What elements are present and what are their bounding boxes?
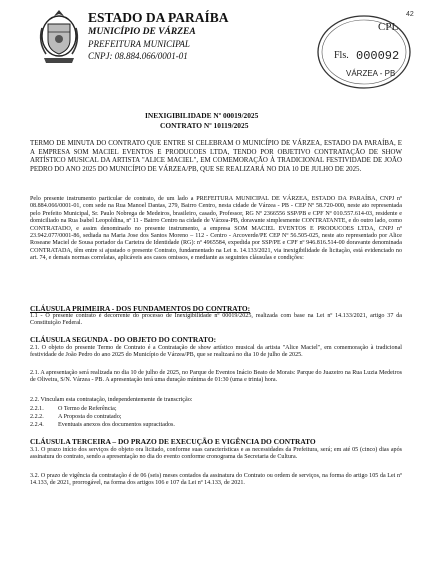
clause-1-title: CLÁUSULA PRIMEIRA - DOS FUNDAMENTOS DO CONTRATO: <box>30 304 251 313</box>
clause-2-2: 2.2. Vinculam esta contratação, independentemente de transcrição: <box>30 397 193 403</box>
letterhead-office: PREFEITURA MUNICIPAL <box>88 39 190 49</box>
clause-2-1-venue: 2.1. A apresentação será realizada no dia 10 de julho de 2025, no Parque de Eventos Inácio Beato de Morais: Parque do Juazeiro na Rua Luzia Medeiros de Oliveira, S/N. Várzea - PB. A apresentação terá uma duração mínima de 01:30 (uma e trinta) hora. <box>30 370 402 384</box>
list-item-text: A Proposta do contratado; <box>58 414 122 420</box>
clause-2-title: CLÁUSULA SEGUNDA - DO OBJETO DO CONTRATO: <box>30 335 217 344</box>
list-item-text: Eventuais anexos dos documentos supracitados. <box>58 422 175 428</box>
letterhead-cnpj: CNPJ: 08.884.066/0001-01 <box>88 51 188 61</box>
coat-of-arms-icon <box>36 8 82 66</box>
protocol-stamp <box>316 6 420 92</box>
stamp-fls: Fls. <box>334 50 349 61</box>
list-item-number: 2.2.2. <box>30 414 44 420</box>
stamp-city: VÁRZEA - PB <box>346 69 396 78</box>
contract-summary: TERMO DE MINUTA DO CONTRATO QUE ENTRE SI CELEBRAM O MUNICÍPIO DE VÁRZEA, ESTADO DA PARAÍBA, E A EMPRESA SOM MACIEL EVENTOS E PRODUCOES LTDA, TENDO POR OBJETIVO CONTRATAÇÃO DE SHOW ARTÍSTICO MUSICAL DA ARTISTA "ALICE MACIEL", EM COMEMORAÇÃO À TRADICIONAL FESTIVIDADE DE JOÃO PEDRO DO ANO 2025 DO MUNICÍPIO DE VÁRZEA/PB, QUE SE REALIZARÁ NO DIA 10 DE JULHO DE 2025. <box>30 140 402 173</box>
stamp-cpl: CPL <box>378 21 399 33</box>
inexigibilidade-title: INEXIGIBILIDADE Nº 00019/2025 <box>145 111 259 120</box>
list-item-number: 2.2.4. <box>30 422 44 428</box>
stamp-margin-number: 42 <box>406 11 414 18</box>
stamp-number: 000092 <box>356 49 400 63</box>
letterhead-state: ESTADO DA PARAÍBA <box>88 10 229 25</box>
letterhead-municipality: MUNICÍPIO DE VÁRZEA <box>88 27 196 37</box>
clause-2-1: 2.1. O objeto do presente Termo de Contrato é a Contratação de show artístico musical da artista "Alice Maciel", em comemoração à tradicional festividade de João Pedro do ano 2025 do Município de Várzea/PB, que se realizará no dia 10 de julho de 2025. <box>30 345 402 359</box>
clause-3-1: 3.1. O prazo início dos serviços do objeto ora licitado, conforme suas características e as necessidades da Prefeitura, será; em até 05 (cinco) dias após assinatura do contrato, sendo a apresentação no dia do evento conforme cronograma da Secretaria de Cultura. <box>30 447 402 461</box>
contract-preamble: Pelo presente instrumento particular de contrato, de um lado a PREFEITURA MUNICIPAL DE VÁRZEA, ESTADO DA PARAÍBA, CNPJ nº 08.884.066/0001-01, com sede na Rua Manoel Dantas, 279, Bairro Centro, nesta cidade de Várzea - PB - CEP Nº 58.720-000, neste ato representada pelo Prefeito Municipal, Sr. Paulo Nobrega de Medeiros, brasileiro, casado, Professor, RG Nº 2366556 SSP/PB e CPF Nº 010.557.614-03, residente e domiciliado na Rua Isabel Leopoldina, nº 11 - Bairro Centro na cidade de Várzea-PB, doravante simplesmente CONTRATANTE, e do outro lado, como CONTRATADO, e assim denominado no presente instrumento, a empresa SOM MACIEL EVENTOS E PRODUCOES LTDA, CNPJ nº 23.942.077/0001-86, sediada na Maria Jose dos Santos Moreno – 112 - Centro - Arcoverde/PE CEP Nº 56.505-025, neste ato representado por Alice Roseane Maciel de Sousa portador da Carteira de Identidade (RG): nº 4965584, expedida por SSP/PE e CPF nº 946.816.514-00 doravante denominada CONTRATADA, têm entre si ajustado o presente Contrato, fundamentado na Lei n. 14.133/2021, via inexigibilidade de licitação, está evidenciado no art. 74, e demais normas correlatas, aplicáveis aos casos omissos, e mediante as seguintes cláusulas e condições: <box>30 196 402 262</box>
clause-3-2: 3.2. O prazo de vigência da contratação é de 06 (seis) meses contados da assinatura do Contrato ou ordem de serviços, na forma do artigo 105 da Lei nº 14.133, de 2021, prorrogável, na forma dos artigos 106 e 107 da Lei nº 14.133, de 2021. <box>30 473 402 487</box>
list-item-number: 2.2.1. <box>30 406 44 412</box>
contract-number: CONTRATO Nº 10119/2025 <box>160 121 249 130</box>
list-item-text: O Termo de Referência; <box>58 406 117 412</box>
clause-3-title: CLÁUSULA TERCEIRA – DO PRAZO DE EXECUÇÃO E VIGÊNCIA DO CONTRATO <box>30 437 316 446</box>
clause-1-1: 1.1 - O presente contrato é decorrente do processo de Inexigibilidade nº 00019/2025, realizada com base na Lei nº 14.133/2021, artigo 37 da Constituição Federal. <box>30 313 402 327</box>
